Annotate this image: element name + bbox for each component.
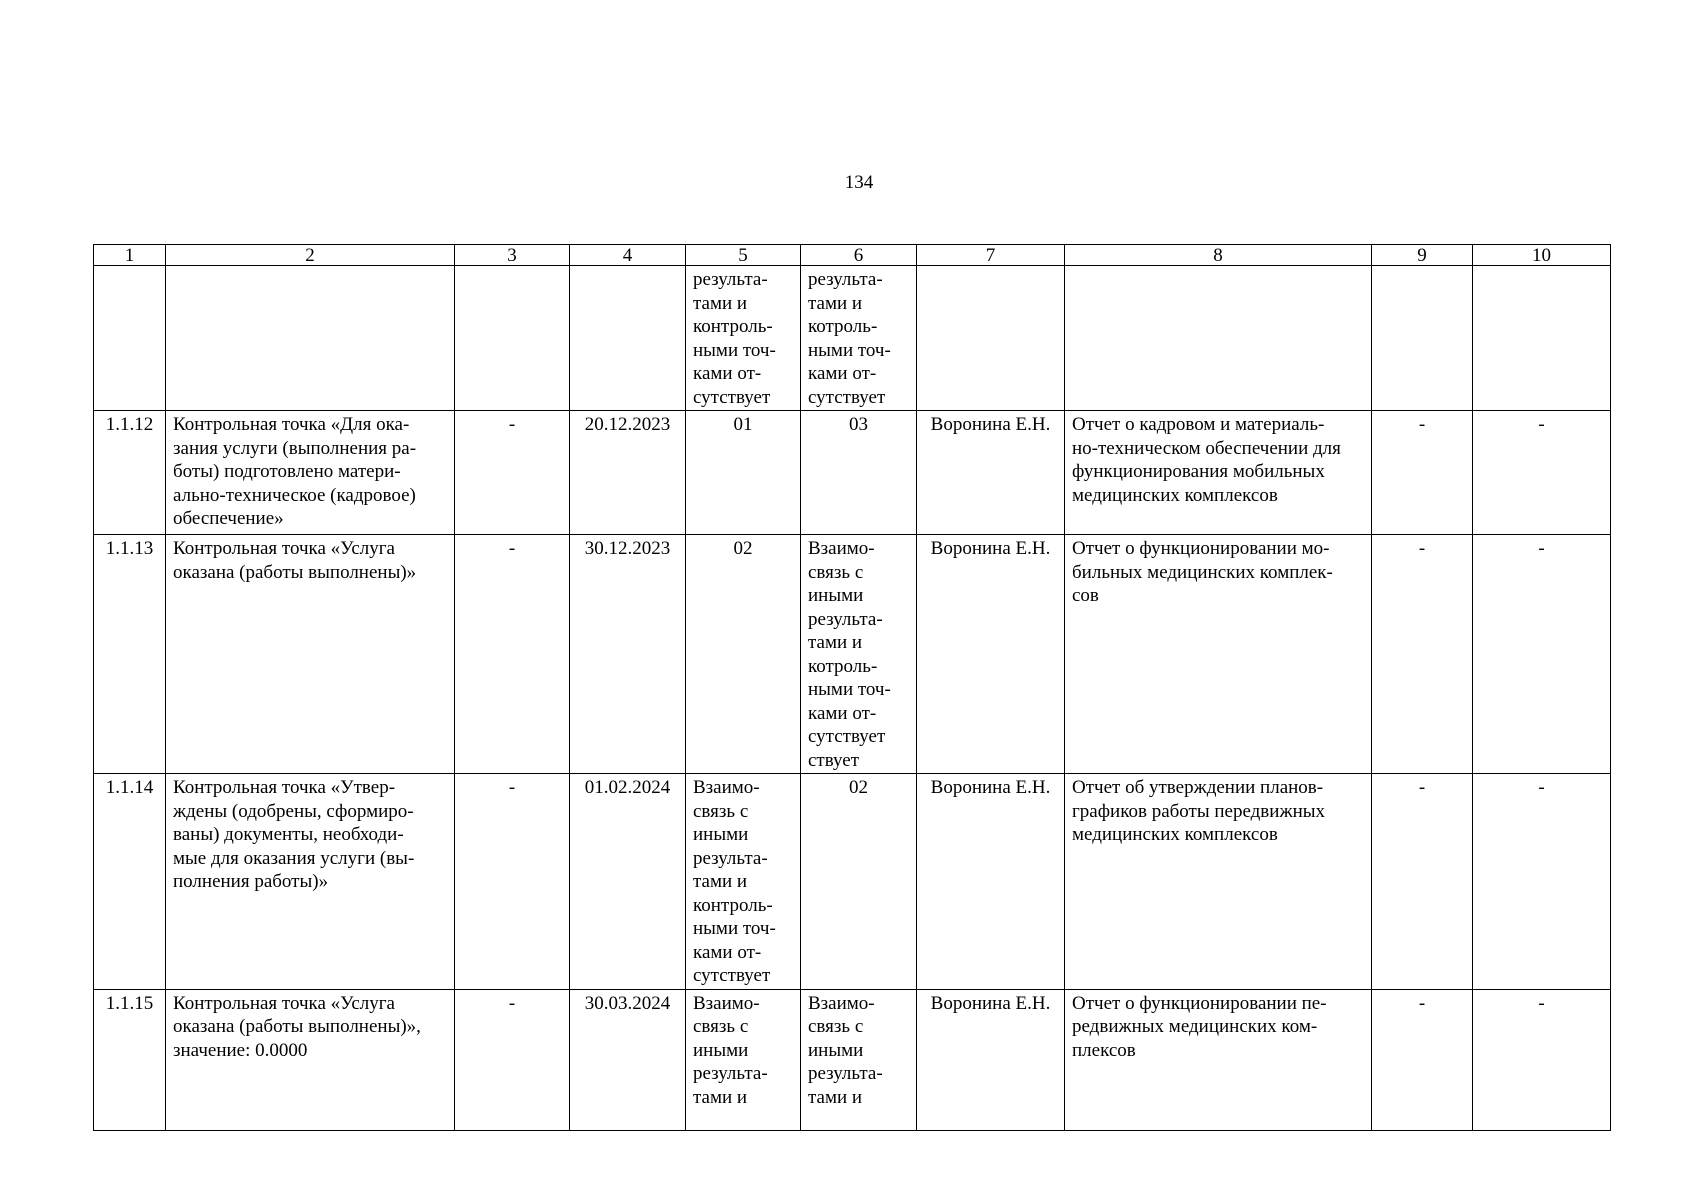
table-row — [94, 266, 1611, 411]
cell-col-5: 02 — [686, 535, 801, 774]
header-col-10: 10 — [1473, 245, 1611, 266]
deadline-date: 30.03.2024 — [570, 989, 686, 1130]
cell-col-5: Взаимо- связь с иными результа- тами и контроль- ными точ- ками от- сутствует — [686, 774, 801, 990]
responsible-person: Воронина Е.Н. — [917, 774, 1065, 990]
cell-col-9: - — [1372, 774, 1473, 990]
report-description: Отчет об утверждении планов- графиков работы передвижных медицинских комплексов — [1065, 774, 1372, 990]
header-col-6: 6 — [801, 245, 917, 266]
cell-col-10: - — [1473, 411, 1611, 535]
table-row — [94, 411, 1611, 535]
cell-col-9: - — [1372, 411, 1473, 535]
cell-col-10 — [1473, 266, 1611, 411]
table-row — [94, 535, 1611, 774]
cell-col-3: - — [455, 774, 570, 990]
header-col-2: 2 — [166, 245, 455, 266]
row-number: 1.1.12 — [94, 411, 166, 535]
deadline-date: 20.12.2023 — [570, 411, 686, 535]
cell-col-10: - — [1473, 989, 1611, 1130]
control-point-name: Контрольная точка «Для ока- зания услуги (выполнения ра- боты) подготовлено матери- ально-техническое (кадровое) обеспечение» — [166, 411, 455, 535]
responsible-person — [917, 266, 1065, 411]
row-number: 1.1.14 — [94, 774, 166, 990]
cell-col-6: Взаимо- связь с иными результа- тами и — [801, 989, 917, 1130]
header-col-4: 4 — [570, 245, 686, 266]
cell-col-6: результа- тами и котроль- ными точ- ками от- сутствует — [801, 266, 917, 411]
cell-col-3: - — [455, 989, 570, 1130]
responsible-person: Воронина Е.Н. — [917, 989, 1065, 1130]
report-description: Отчет о функционировании пе- редвижных медицинских ком- плексов — [1065, 989, 1372, 1130]
cell-col-9: - — [1372, 535, 1473, 774]
cell-col-10: - — [1473, 774, 1611, 990]
control-point-name — [166, 266, 455, 411]
table-header-row — [94, 245, 1611, 266]
header-col-8: 8 — [1065, 245, 1372, 266]
row-number — [94, 266, 166, 411]
cell-col-5: результа- тами и контроль- ными точ- ками от- сутствует — [686, 266, 801, 411]
deadline-date: 01.02.2024 — [570, 774, 686, 990]
report-description — [1065, 266, 1372, 411]
cell-col-5: Взаимо- связь с иными результа- тами и — [686, 989, 801, 1130]
table-row — [94, 989, 1611, 1130]
cell-col-9 — [1372, 266, 1473, 411]
header-col-5: 5 — [686, 245, 801, 266]
control-point-name: Контрольная точка «Услуга оказана (работы выполнены)», значение: 0.0000 — [166, 989, 455, 1130]
responsible-person: Воронина Е.Н. — [917, 411, 1065, 535]
row-number: 1.1.15 — [94, 989, 166, 1130]
cell-col-6: 02 — [801, 774, 917, 990]
row-number: 1.1.13 — [94, 535, 166, 774]
cell-col-5: 01 — [686, 411, 801, 535]
control-point-name: Контрольная точка «Услуга оказана (работы выполнены)» — [166, 535, 455, 774]
header-col-9: 9 — [1372, 245, 1473, 266]
header-col-3: 3 — [455, 245, 570, 266]
header-col-7: 7 — [917, 245, 1065, 266]
deadline-date: 30.12.2023 — [570, 535, 686, 774]
control-point-name: Контрольная точка «Утвер- ждены (одобрены, сформиро- ваны) документы, необходи- мые для оказания услуги (вы- полнения работы)» — [166, 774, 455, 990]
cell-col-3: - — [455, 535, 570, 774]
page-number: 134 — [844, 172, 874, 193]
cell-col-3: - — [455, 411, 570, 535]
report-description: Отчет о кадровом и материаль- но-техническом обеспечении для функционирования мобильных медицинских комплексов — [1065, 411, 1372, 535]
cell-col-6: 03 — [801, 411, 917, 535]
cell-col-3 — [455, 266, 570, 411]
deadline-date — [570, 266, 686, 411]
cell-col-6: Взаимо- связь с иными результа- тами и котроль- ными точ- ками от- сутствует ствует — [801, 535, 917, 774]
cell-col-9: - — [1372, 989, 1473, 1130]
table-row — [94, 774, 1611, 990]
responsible-person: Воронина Е.Н. — [917, 535, 1065, 774]
header-col-1: 1 — [94, 245, 166, 266]
report-description: Отчет о функционировании мо- бильных медицинских комплек- сов — [1065, 535, 1372, 774]
control-points-table — [93, 244, 1611, 1131]
cell-col-10: - — [1473, 535, 1611, 774]
